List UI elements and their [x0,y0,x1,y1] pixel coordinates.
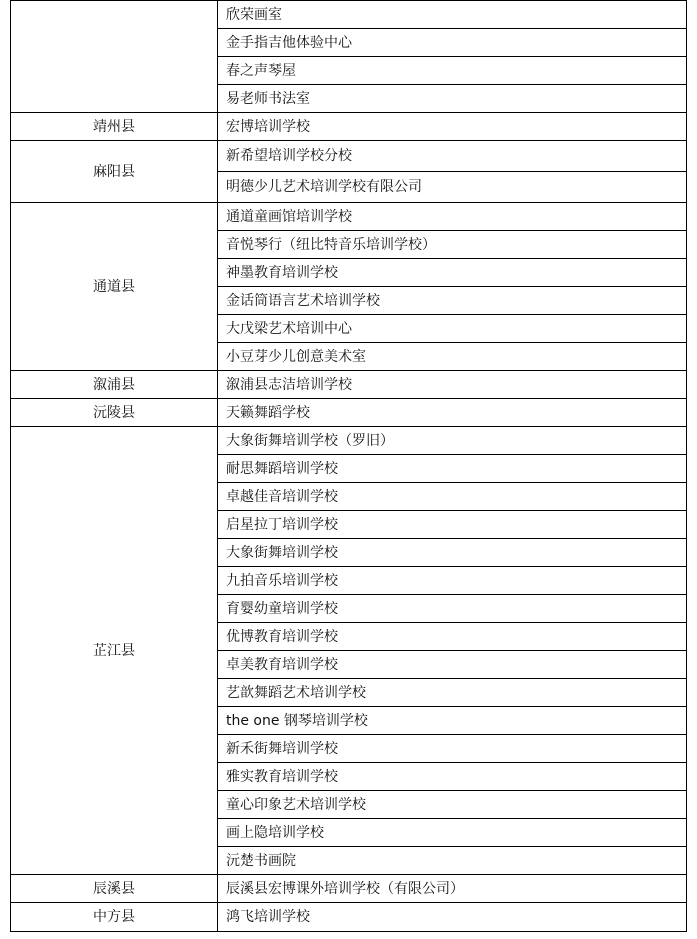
school-name-cell: 神墨教育培训学校 [218,259,687,287]
county-cell [11,1,218,113]
county-cell: 中方县 [11,903,218,932]
school-name-cell: 易老师书法室 [218,85,687,113]
school-name-cell: 金话筒语言艺术培训学校 [218,287,687,315]
table-row [11,399,687,427]
school-name-cell: 新禾街舞培训学校 [218,735,687,763]
school-name-cell: 童心印象艺术培训学校 [218,791,687,819]
county-cell: 溆浦县 [11,371,218,399]
county-cell: 麻阳县 [11,141,218,203]
county-cell: 沅陵县 [11,399,218,427]
school-name-cell: the one 钢琴培训学校 [218,707,687,735]
school-name-cell: 辰溪县宏博课外培训学校（有限公司） [218,875,687,903]
school-name-cell: 溆浦县志洁培训学校 [218,371,687,399]
table-row [11,141,687,172]
table-row [11,113,687,141]
school-name-cell: 欣荣画室 [218,1,687,29]
school-table-sheet [10,0,686,932]
school-name-cell: 通道童画馆培训学校 [218,203,687,231]
school-name-cell: 雅实教育培训学校 [218,763,687,791]
school-name-cell: 金手指吉他体验中心 [218,29,687,57]
training-school-table [10,0,687,932]
school-name-cell: 春之声琴屋 [218,57,687,85]
school-name-cell: 大象街舞培训学校 [218,539,687,567]
table-row [11,427,687,455]
school-name-cell: 优博教育培训学校 [218,623,687,651]
school-name-cell: 天籁舞蹈学校 [218,399,687,427]
school-name-cell: 明德少儿艺术培训学校有限公司 [218,172,687,203]
school-name-cell: 音悦琴行（纽比特音乐培训学校） [218,231,687,259]
school-name-cell: 育婴幼童培训学校 [218,595,687,623]
school-name-cell: 耐思舞蹈培训学校 [218,455,687,483]
county-cell: 靖州县 [11,113,218,141]
table-row [11,1,687,29]
school-name-cell: 启星拉丁培训学校 [218,511,687,539]
school-name-cell: 大象街舞培训学校（罗旧） [218,427,687,455]
table-row [11,875,687,903]
school-name-cell: 卓美教育培训学校 [218,651,687,679]
table-row [11,371,687,399]
county-cell: 辰溪县 [11,875,218,903]
school-name-cell: 大戊梁艺术培训中心 [218,315,687,343]
county-cell: 通道县 [11,203,218,371]
school-name-cell: 九拍音乐培训学校 [218,567,687,595]
county-cell: 芷江县 [11,427,218,875]
table-body [11,1,687,932]
school-name-cell: 新希望培训学校分校 [218,141,687,172]
table-row [11,203,687,231]
school-name-cell: 宏博培训学校 [218,113,687,141]
school-name-cell: 小豆芽少儿创意美术室 [218,343,687,371]
school-name-cell: 艺歆舞蹈艺术培训学校 [218,679,687,707]
school-name-cell: 沅楚书画院 [218,847,687,875]
school-name-cell: 画上隐培训学校 [218,819,687,847]
school-name-cell: 鸿飞培训学校 [218,903,687,932]
table-row [11,903,687,932]
school-name-cell: 卓越佳音培训学校 [218,483,687,511]
